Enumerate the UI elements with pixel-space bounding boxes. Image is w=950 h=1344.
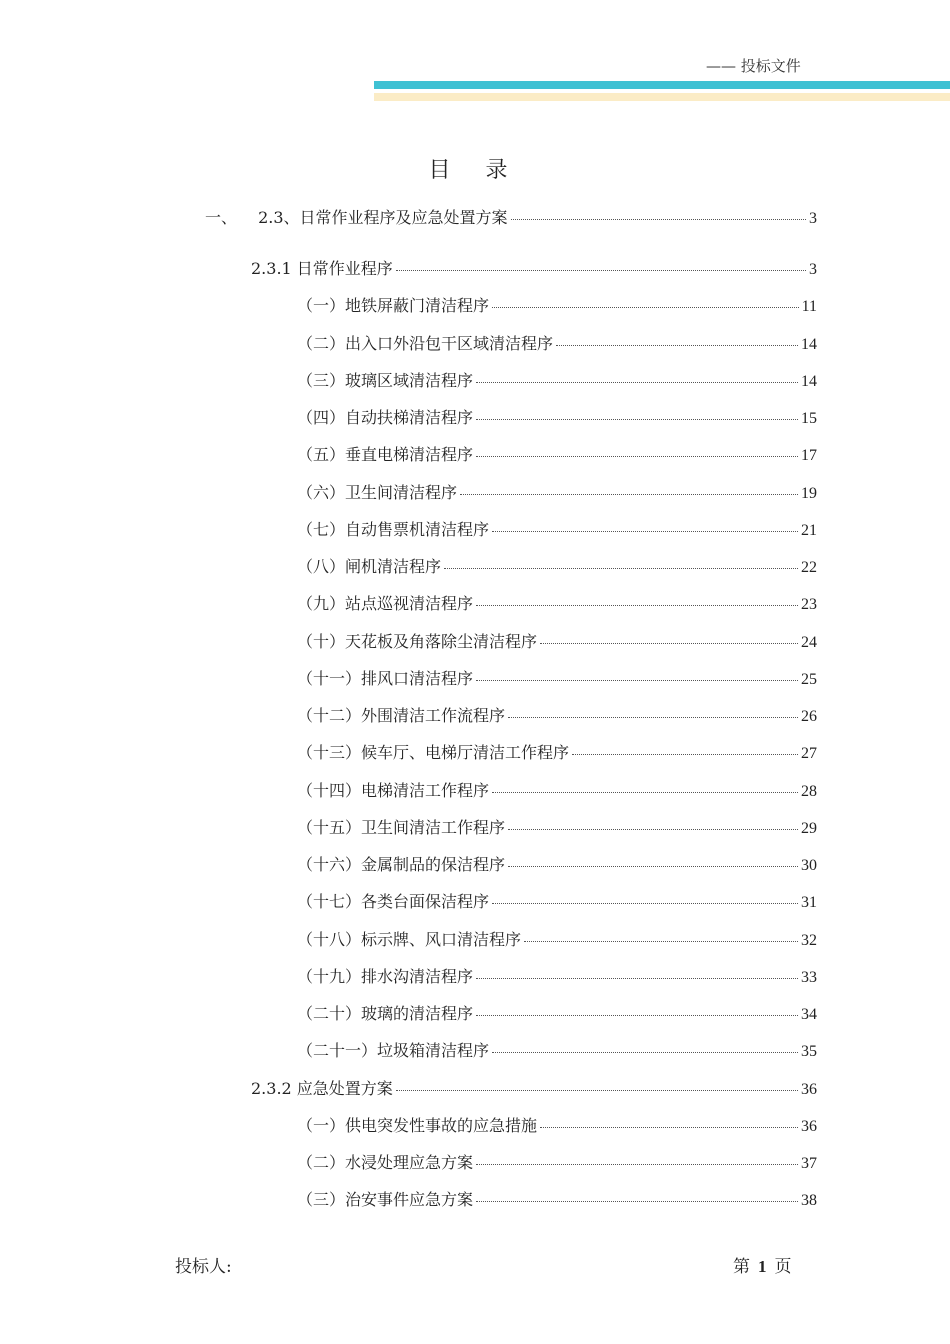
page-suffix: 页 xyxy=(774,1257,792,1277)
toc-entry-page: 32 xyxy=(801,931,817,949)
toc-entry[interactable] xyxy=(297,703,817,726)
toc-entry-page: 3 xyxy=(809,261,817,278)
toc-leader-dots xyxy=(476,1164,798,1165)
toc-leader-dots xyxy=(444,568,798,569)
toc-entry-page: 3 xyxy=(809,210,817,227)
toc-leader-dots xyxy=(572,754,798,755)
toc-entry[interactable] xyxy=(297,1001,817,1024)
header-beige-bar xyxy=(374,93,950,101)
toc-entry-page: 31 xyxy=(801,894,817,912)
toc-leader-dots xyxy=(508,829,798,830)
toc-entry[interactable] xyxy=(297,554,817,577)
toc-entry-page: 30 xyxy=(801,857,817,874)
toc-entry-label: （十四）电梯清洁工作程序 xyxy=(297,780,490,800)
toc-entry-page: 37 xyxy=(801,1155,817,1172)
toc-entry-page: 27 xyxy=(801,745,817,763)
toc-entry-label: （十八）标示牌、风口清洁程序 xyxy=(297,929,522,949)
toc-entry-label: 2.3、日常作业程序及应急处置方案 xyxy=(258,208,508,227)
toc-entry-page: 34 xyxy=(801,1006,817,1023)
toc-entry-label: （十）天花板及角落除尘清洁程序 xyxy=(297,631,538,651)
toc-entry[interactable] xyxy=(297,1187,817,1210)
toc-entry-prefix: 一、 xyxy=(205,208,238,227)
toc-entry-top[interactable] xyxy=(205,205,817,228)
toc-entry[interactable] xyxy=(297,666,817,689)
toc-leader-dots xyxy=(476,605,798,606)
toc-entry-page: 24 xyxy=(801,633,817,651)
toc-entry-page: 14 xyxy=(801,372,817,390)
toc-leader-dots xyxy=(476,456,798,457)
toc-leader-dots xyxy=(396,1090,798,1091)
toc-entry-page: 14 xyxy=(801,335,817,353)
toc-entry[interactable] xyxy=(297,964,817,987)
toc-entry-label: （五）垂直电梯清洁程序 xyxy=(297,445,474,465)
toc-leader-dots xyxy=(540,1127,798,1128)
header-blue-bar xyxy=(374,81,950,89)
toc-entry[interactable] xyxy=(297,442,817,465)
toc-entry[interactable] xyxy=(297,778,817,801)
bidder-label: 投标人: xyxy=(175,1257,232,1277)
toc-leader-dots xyxy=(476,1015,798,1016)
toc-entry[interactable] xyxy=(297,293,817,316)
toc-entry[interactable] xyxy=(297,1113,817,1136)
toc-entry-page: 21 xyxy=(801,521,817,539)
toc-entry-label: （一）供电突发性事故的应急措施 xyxy=(297,1115,538,1135)
toc-leader-dots xyxy=(476,978,798,979)
toc-entry-label: （十七）各类台面保洁程序 xyxy=(297,892,490,912)
toc-entry-label: （十九）排水沟清洁程序 xyxy=(297,966,474,986)
toc-entry-label: （十三）候车厅、电梯厅清洁工作程序 xyxy=(297,743,570,763)
toc-entry[interactable] xyxy=(297,1038,817,1061)
toc-entry[interactable] xyxy=(297,740,817,763)
document-label: —— 投标文件 xyxy=(706,57,801,75)
toc-entry-label: 2.3.1 日常作业程序 xyxy=(251,259,393,278)
toc-leader-dots xyxy=(476,382,798,383)
toc-leader-dots xyxy=(492,903,798,904)
toc-leader-dots xyxy=(460,494,798,495)
toc-entry[interactable] xyxy=(297,815,817,838)
toc-entry-label: （六）卫生间清洁程序 xyxy=(297,482,458,502)
toc-leader-dots xyxy=(492,1052,798,1053)
toc-entry-label: （一）地铁屏蔽门清洁程序 xyxy=(297,296,490,316)
toc-entry-page: 36 xyxy=(801,1117,817,1135)
toc-entry[interactable] xyxy=(297,480,817,503)
toc-entry[interactable] xyxy=(297,405,817,428)
toc-leader-dots xyxy=(476,1201,798,1202)
toc-leader-dots xyxy=(492,307,799,308)
toc-entry[interactable] xyxy=(297,517,817,540)
toc-entry-page: 17 xyxy=(801,447,817,465)
toc-entry-label: （十六）金属制品的保洁程序 xyxy=(297,855,506,874)
toc-entry[interactable] xyxy=(297,852,817,875)
toc-entry-label: （三）玻璃区域清洁程序 xyxy=(297,370,474,390)
page-number: 1 xyxy=(758,1257,767,1276)
toc-leader-dots xyxy=(524,941,798,942)
toc-entry-label: （十二）外围清洁工作流程序 xyxy=(297,706,506,725)
toc-entry-label: （八）闸机清洁程序 xyxy=(297,557,442,576)
toc-entry-label: 2.3.2 应急处置方案 xyxy=(251,1078,393,1098)
toc-section-entry[interactable] xyxy=(251,1076,817,1099)
toc-entry-page: 38 xyxy=(801,1192,817,1210)
toc-entry-page: 35 xyxy=(801,1043,817,1061)
toc-entry-page: 11 xyxy=(801,298,817,316)
toc-entry-label: （十五）卫生间清洁工作程序 xyxy=(297,817,506,837)
toc-leader-dots xyxy=(476,419,798,420)
toc-entry-label: （四）自动扶梯清洁程序 xyxy=(297,408,474,427)
toc-entry[interactable] xyxy=(297,629,817,652)
toc-entry-label: （二十一）垃圾箱清洁程序 xyxy=(297,1041,490,1061)
toc-entry-page: 19 xyxy=(801,484,817,502)
toc-entry[interactable] xyxy=(297,889,817,912)
toc-entry[interactable] xyxy=(297,927,817,950)
toc-leader-dots xyxy=(556,345,798,346)
toc-entry-page: 36 xyxy=(801,1080,817,1098)
toc-leader-dots xyxy=(396,270,806,271)
toc-leader-dots xyxy=(476,680,798,681)
toc-entry[interactable] xyxy=(297,591,817,614)
toc-entry-label: （十一）排风口清洁程序 xyxy=(297,668,474,688)
toc-entry-label: （三）治安事件应急方案 xyxy=(297,1190,474,1210)
toc-entry-page: 23 xyxy=(801,596,817,614)
toc-entry-label: （二十）玻璃的清洁程序 xyxy=(297,1004,474,1023)
toc-entry-page: 25 xyxy=(801,670,817,688)
page-indicator xyxy=(733,1252,792,1277)
toc-leader-dots xyxy=(492,531,798,532)
toc-entry-page: 29 xyxy=(801,819,817,837)
toc-section-entry[interactable] xyxy=(251,256,817,279)
toc-entry-label: （七）自动售票机清洁程序 xyxy=(297,519,490,539)
toc-entry[interactable] xyxy=(297,1150,817,1173)
toc-leader-dots xyxy=(508,866,798,867)
page-prefix: 第 xyxy=(733,1257,750,1277)
toc-entry-page: 28 xyxy=(801,782,817,800)
toc-leader-dots xyxy=(511,219,806,220)
toc-entry-page: 22 xyxy=(801,559,817,576)
toc-leader-dots xyxy=(508,717,798,718)
toc-entry-page: 26 xyxy=(801,708,817,725)
toc-entry-label: （二）出入口外沿包干区域清洁程序 xyxy=(297,333,554,353)
toc-leader-dots xyxy=(492,792,798,793)
toc-entry[interactable] xyxy=(297,368,817,391)
toc-entry-page: 33 xyxy=(801,968,817,986)
toc-leader-dots xyxy=(540,643,798,644)
toc-entry-label: （二）水浸处理应急方案 xyxy=(297,1153,474,1172)
toc-entry[interactable] xyxy=(297,331,817,354)
toc-title: 目 录 xyxy=(428,158,522,183)
toc-entry-label: （九）站点巡视清洁程序 xyxy=(297,594,474,614)
toc-entry-page: 15 xyxy=(801,410,817,427)
